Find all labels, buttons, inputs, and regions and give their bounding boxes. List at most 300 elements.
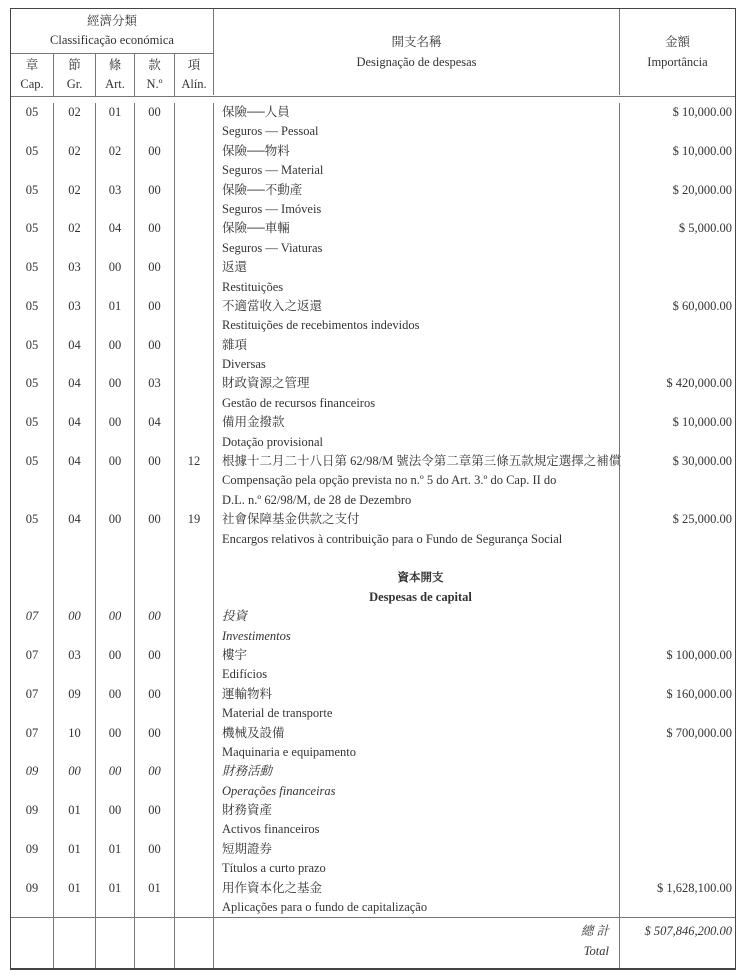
table-body: [11, 97, 735, 917]
blank: [96, 355, 134, 374]
code-cell: 04: [68, 376, 81, 391]
total-amount: $ 507,846,200.00: [644, 924, 732, 939]
blank: [96, 239, 134, 258]
code-cell: 00: [108, 686, 122, 701]
code-cell: 04: [108, 221, 122, 236]
code-cell: 07: [25, 686, 39, 701]
designation-line: 短期證券: [222, 841, 273, 856]
designation-line: Material de transporte: [222, 706, 333, 721]
code-cell: 01: [148, 880, 161, 895]
designation-line: 運輸物料: [222, 686, 273, 701]
section-title-zh: 資本開支: [397, 570, 444, 585]
code-cell: 02: [68, 143, 81, 158]
blank: [11, 239, 53, 258]
code-cell: 00: [108, 609, 122, 624]
code-cell: 00: [108, 764, 122, 779]
blank: [175, 161, 213, 180]
code-cell: 04: [68, 337, 81, 352]
blank: [620, 782, 732, 801]
blank: [54, 665, 95, 684]
col-alin-zh: 項: [187, 58, 201, 72]
blank: [135, 433, 174, 452]
code-cell: 02: [108, 143, 122, 158]
amount-cell: [620, 607, 732, 626]
code-cell: 00: [148, 182, 161, 197]
designation-line: Aplicações para o fundo de capitalização: [222, 900, 428, 915]
blank: [135, 316, 174, 335]
code-cell: [175, 607, 213, 626]
code-cell: 05: [25, 260, 39, 275]
code-cell: 01: [108, 298, 122, 313]
code-cell: 09: [25, 880, 39, 895]
amount-pt: Importância: [647, 55, 708, 69]
designation-line: Maquinaria e equipamento: [222, 744, 356, 759]
designation-header: [213, 9, 619, 95]
blank: [11, 433, 53, 452]
code-cell: 01: [68, 803, 81, 818]
col-art-zh: 條: [108, 58, 122, 72]
designation-line: Dotação provisional: [222, 434, 324, 449]
col-art-pt: Art.: [105, 77, 125, 91]
blank: [175, 782, 213, 801]
col-no-zh: 款: [148, 58, 161, 72]
designation-line: Gestão de recursos financeiros: [222, 395, 376, 410]
amount-cell: [620, 336, 732, 355]
blank: [54, 782, 95, 801]
blank: [620, 665, 732, 684]
blank: [96, 122, 134, 141]
code-cell: 00: [148, 647, 161, 662]
blank: [54, 549, 95, 568]
blank: [11, 316, 53, 335]
blank: [175, 568, 213, 587]
designation-line: Seguros — Material: [222, 163, 324, 178]
col-cap-zh: 章: [25, 58, 39, 72]
code-cell: [175, 336, 213, 355]
blank: [96, 530, 134, 549]
blank: [135, 588, 174, 607]
code-cell: 00: [148, 512, 161, 527]
blank: [96, 588, 134, 607]
blank: [620, 627, 732, 646]
code-cell: 00: [108, 803, 122, 818]
code-cell: 05: [25, 182, 39, 197]
blank: [175, 627, 213, 646]
blank: [135, 530, 174, 549]
col-gr-pt: Gr.: [66, 77, 83, 91]
col-gr-zh: 節: [68, 58, 81, 72]
blank: [96, 394, 134, 413]
blank: [175, 859, 213, 878]
blank: [54, 820, 95, 839]
blank: [11, 530, 53, 549]
code-cell: 03: [108, 182, 122, 197]
blank: [620, 743, 732, 762]
blank: [620, 161, 732, 180]
blank: [620, 200, 732, 219]
blank: [11, 568, 53, 587]
amount-cell: $ 10,000.00: [672, 105, 732, 119]
code-cell: 02: [68, 105, 81, 119]
code-cell: 19: [187, 512, 201, 527]
designation-line: Restituições de recebimentos indevidos: [222, 318, 420, 333]
code-cell: [175, 879, 213, 898]
blank: [135, 239, 174, 258]
amount-cell: [620, 258, 732, 277]
amount-cell: $ 700,000.00: [666, 725, 732, 740]
code-cell: 01: [68, 880, 81, 895]
amount-cell: $ 1,628,100.00: [657, 880, 732, 895]
blank: [620, 355, 732, 374]
blank: [135, 161, 174, 180]
code-cell: [175, 297, 213, 316]
code-cell: 00: [108, 454, 122, 469]
blank: [175, 278, 213, 297]
blank: [96, 200, 134, 219]
blank: [96, 743, 134, 762]
blank: [620, 491, 732, 510]
blank: [11, 471, 53, 490]
blank: [11, 704, 53, 723]
code-cell: 05: [25, 512, 39, 527]
blank: [135, 278, 174, 297]
designation-line: 投資: [222, 609, 248, 624]
table-header: [11, 9, 735, 97]
blank: [135, 665, 174, 684]
amount-cell: [620, 840, 732, 859]
blank: [620, 588, 732, 607]
blank: [135, 471, 174, 490]
designation-line: 備用金撥款: [222, 415, 285, 430]
col-no-pt: N.º: [146, 77, 163, 91]
col-cap-pt: Cap.: [20, 77, 44, 91]
blank: [11, 782, 53, 801]
blank: [620, 394, 732, 413]
code-cell: 09: [25, 803, 39, 818]
amount-cell: $ 20,000.00: [672, 182, 732, 197]
blank: [96, 491, 134, 510]
code-cell: 00: [108, 725, 122, 740]
amount-cell: $ 160,000.00: [666, 686, 732, 701]
total-label-zh: 總 計: [580, 924, 609, 939]
budget-table: [10, 8, 736, 970]
code-cell: 00: [108, 647, 122, 662]
designation-line: 財政資源之管理: [222, 376, 310, 391]
blank: [175, 704, 213, 723]
designation-zh: 開支名稱: [391, 35, 442, 49]
blank: [96, 549, 134, 568]
classification-header: [11, 9, 213, 96]
blank: [175, 549, 213, 568]
code-cell: 00: [108, 376, 122, 391]
code-cell: 02: [68, 221, 81, 236]
code-cell: 09: [25, 841, 39, 856]
blank: [54, 239, 95, 258]
blank: [96, 820, 134, 839]
blank: [11, 200, 53, 219]
designation-line: 根據十二月二十八日第 62/98/M 號法令第二章第三條五款規定選擇之補償: [222, 454, 622, 469]
designation-line: 社會保障基金供款之支付: [222, 512, 360, 527]
code-cell: 09: [25, 764, 39, 779]
designation-line: 機械及設備: [222, 725, 285, 740]
blank: [135, 122, 174, 141]
blank: [54, 627, 95, 646]
code-cell: 04: [68, 454, 81, 469]
blank: [135, 627, 174, 646]
code-cell: 00: [108, 415, 122, 430]
amount-cell: $ 25,000.00: [672, 512, 732, 527]
blank: [96, 161, 134, 180]
blank: [96, 433, 134, 452]
blank: [175, 316, 213, 335]
code-cell: 03: [68, 647, 81, 662]
blank: [96, 568, 134, 587]
blank: [135, 394, 174, 413]
blank: [222, 549, 619, 568]
blank: [11, 122, 53, 141]
code-cell: 04: [68, 415, 81, 430]
code-cell: 03: [148, 376, 161, 391]
designation-line: Títulos a curto prazo: [222, 861, 326, 876]
blank: [96, 704, 134, 723]
blank: [175, 743, 213, 762]
blank: [175, 471, 213, 490]
designation-line: 財務活動: [222, 764, 273, 779]
code-cell: 12: [187, 454, 201, 469]
code-cell: 04: [68, 512, 81, 527]
blank: [54, 859, 95, 878]
code-cell: [175, 219, 213, 238]
blank: [54, 704, 95, 723]
blank: [54, 316, 95, 335]
blank: [96, 782, 134, 801]
designation-line: 返還: [222, 260, 248, 275]
blank: [620, 316, 732, 335]
blank: [54, 200, 95, 219]
blank: [135, 200, 174, 219]
code-cell: 05: [25, 221, 39, 236]
amount-cell: $ 60,000.00: [672, 298, 732, 313]
blank: [135, 549, 174, 568]
code-cell: [175, 685, 213, 704]
blank: [620, 433, 732, 452]
blank: [135, 491, 174, 510]
code-cell: 00: [148, 143, 161, 158]
code-cell: 04: [148, 415, 161, 430]
code-cell: 00: [148, 686, 161, 701]
code-cell: 03: [68, 298, 81, 313]
blank: [96, 278, 134, 297]
blank: [54, 471, 95, 490]
section-title-pt: Despesas de capital: [369, 589, 472, 604]
blank: [11, 161, 53, 180]
code-cell: [175, 801, 213, 820]
code-cell: 05: [25, 105, 39, 119]
code-cell: 01: [108, 841, 122, 856]
blank: [11, 820, 53, 839]
blank: [11, 627, 53, 646]
designation-line: Diversas: [222, 357, 266, 372]
blank: [135, 820, 174, 839]
blank: [175, 239, 213, 258]
designation-pt: Designação de despesas: [356, 55, 477, 69]
blank: [54, 898, 95, 917]
blank: [175, 665, 213, 684]
code-cell: 09: [68, 686, 81, 701]
blank: [135, 704, 174, 723]
blank: [135, 568, 174, 587]
amount-cell: [620, 801, 732, 820]
code-cell: 05: [25, 298, 39, 313]
blank: [135, 859, 174, 878]
designation-line: Operações financeiras: [222, 783, 336, 798]
blank: [54, 743, 95, 762]
code-cell: [175, 762, 213, 781]
code-cell: 07: [25, 609, 39, 624]
designation-line: Investimentos: [222, 628, 291, 643]
blank: [11, 278, 53, 297]
code-cell: 05: [25, 376, 39, 391]
blank: [620, 471, 732, 490]
blank: [620, 820, 732, 839]
total-row: [11, 917, 735, 968]
code-cell: [175, 142, 213, 161]
code-cell: 01: [108, 105, 122, 119]
blank: [54, 491, 95, 510]
code-cell: [175, 840, 213, 859]
amount-header: [619, 9, 735, 95]
blank: [11, 588, 53, 607]
designation-line: 保險──物料: [222, 143, 290, 158]
code-cell: [175, 724, 213, 743]
blank: [135, 782, 174, 801]
code-cell: 05: [25, 143, 39, 158]
code-cell: 00: [148, 609, 161, 624]
blank: [96, 316, 134, 335]
blank: [175, 433, 213, 452]
code-cell: 00: [148, 454, 161, 469]
blank: [135, 355, 174, 374]
designation-line: 樓宇: [222, 647, 248, 662]
blank: [11, 491, 53, 510]
blank: [11, 549, 53, 568]
amount-cell: $ 100,000.00: [666, 647, 732, 662]
blank: [54, 122, 95, 141]
designation-line: 保險──不動產: [222, 182, 303, 197]
code-cell: 00: [148, 221, 161, 236]
code-cell: [175, 258, 213, 277]
code-cell: 03: [68, 260, 81, 275]
amount-cell: $ 30,000.00: [672, 454, 732, 469]
col-alin-pt: Alín.: [181, 77, 207, 91]
blank: [175, 588, 213, 607]
blank: [620, 859, 732, 878]
blank: [175, 898, 213, 917]
code-cell: 02: [68, 182, 81, 197]
blank: [11, 665, 53, 684]
code-cell: 05: [25, 454, 39, 469]
designation-line: Activos financeiros: [222, 822, 320, 837]
code-cell: 01: [68, 841, 81, 856]
code-cell: 00: [108, 260, 122, 275]
blank: [175, 530, 213, 549]
blank: [135, 898, 174, 917]
code-cell: 00: [108, 512, 122, 527]
designation-line: 財務資產: [222, 803, 273, 818]
code-cell: 01: [108, 880, 122, 895]
blank: [620, 278, 732, 297]
designation-line: 不適當收入之返還: [222, 298, 323, 313]
code-cell: 00: [148, 764, 161, 779]
designation-line: Seguros — Imóveis: [222, 201, 322, 216]
code-cell: [175, 374, 213, 393]
code-cell: 05: [25, 415, 39, 430]
blank: [54, 394, 95, 413]
blank: [620, 704, 732, 723]
blank: [54, 278, 95, 297]
designation-line: D.L. n.º 62/98/M, de 28 de Dezembro: [222, 492, 412, 507]
blank: [54, 568, 95, 587]
amount-cell: $ 10,000.00: [672, 415, 732, 430]
blank: [96, 665, 134, 684]
code-cell: 00: [148, 337, 161, 352]
blank: [620, 239, 732, 258]
amount-zh: 金額: [664, 35, 690, 49]
blank: [11, 898, 53, 917]
code-cell: [175, 646, 213, 665]
blank: [620, 122, 732, 141]
blank: [175, 820, 213, 839]
designation-line: Restituições: [222, 279, 284, 294]
code-cell: [175, 103, 213, 122]
blank: [620, 568, 732, 587]
amount-cell: $ 5,000.00: [678, 221, 732, 236]
code-cell: 00: [148, 298, 161, 313]
blank: [96, 627, 134, 646]
designation-line: Compensação pela opção prevista no n.º 5 do Art. 3.º do Cap. II do: [222, 473, 557, 488]
code-cell: 00: [148, 725, 161, 740]
blank: [54, 530, 95, 549]
designation-line: 用作資本化之基金: [222, 880, 323, 895]
designation-line: Seguros — Pessoal: [222, 124, 319, 139]
amount-cell: $ 10,000.00: [672, 143, 732, 158]
designation-line: Seguros — Viaturas: [222, 240, 323, 255]
blank: [175, 122, 213, 141]
blank: [96, 898, 134, 917]
code-cell: 00: [68, 609, 81, 624]
blank: [620, 898, 732, 917]
blank: [11, 743, 53, 762]
blank: [620, 530, 732, 549]
code-cell: 07: [25, 725, 39, 740]
designation-line: Encargos relativos à contribuição para o Fundo de Segurança Social: [222, 531, 563, 546]
code-cell: 07: [25, 647, 39, 662]
code-cell: 00: [148, 841, 161, 856]
amount-cell: $ 420,000.00: [666, 376, 732, 391]
blank: [54, 355, 95, 374]
designation-line: 保險──車輛: [222, 221, 290, 236]
amount-cell: [620, 762, 732, 781]
blank: [175, 394, 213, 413]
blank: [175, 491, 213, 510]
blank: [54, 161, 95, 180]
blank: [11, 355, 53, 374]
blank: [175, 200, 213, 219]
code-cell: 10: [68, 725, 81, 740]
blank: [96, 471, 134, 490]
code-cell: 05: [25, 337, 39, 352]
code-cell: 00: [108, 337, 122, 352]
